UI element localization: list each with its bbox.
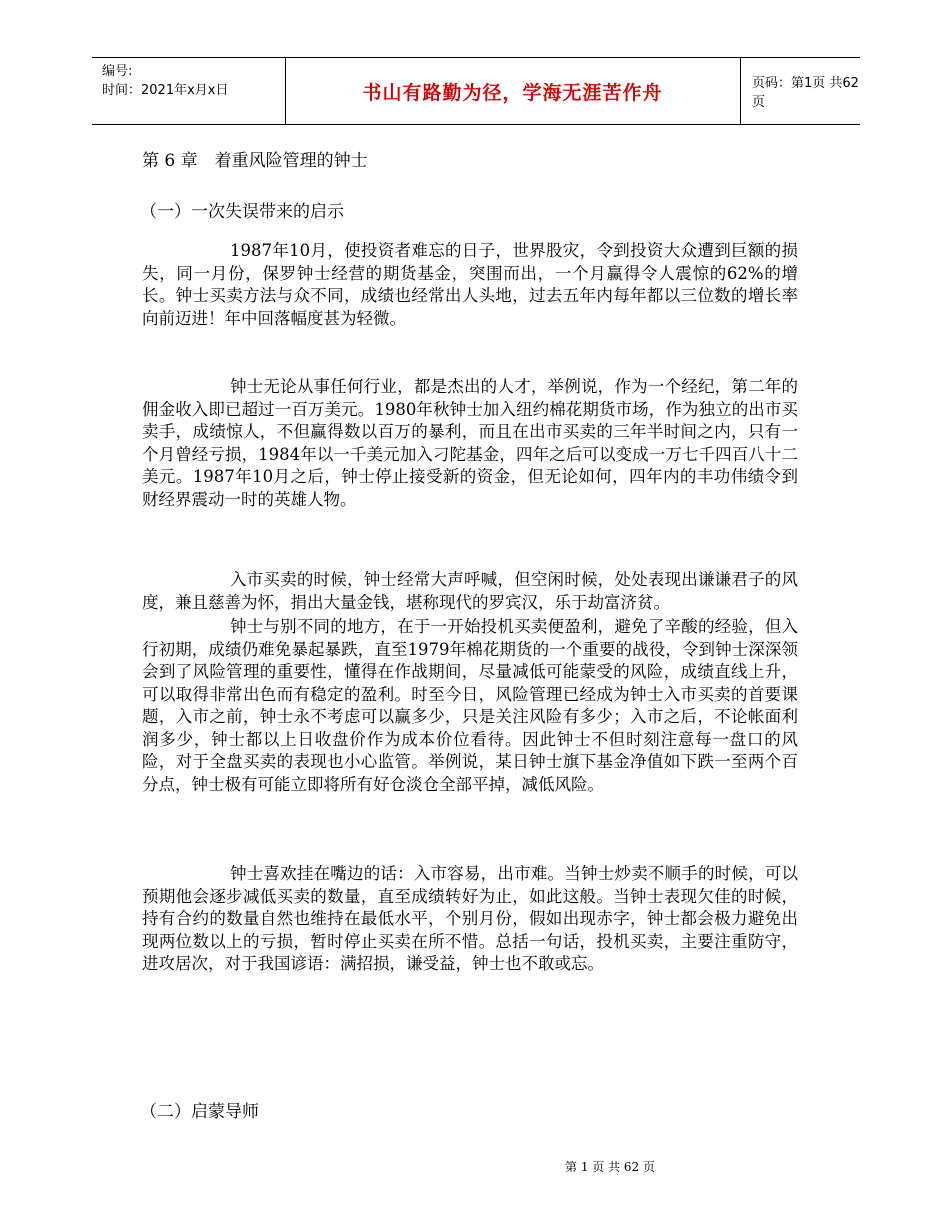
section-title-2: （二）启蒙导师	[140, 1102, 259, 1122]
document-time-label: 时间：2021年x月x日	[102, 83, 229, 98]
header-page-info: 页码：第1页 共62页	[752, 76, 859, 110]
paragraph-2: 钟士无论从事任何行业，都是杰出的人才，举例说，作为一个经纪，第二年的佣金收入即已超过一百万美元。1980年秋钟士加入纽约棉花期货市场，作为独立的出市买卖手，成绩惊人，不但赢得数以百万的暴利，而且在出市买卖的三年半时间之内，只有一个月曾经亏损，1984年以一千美元加入刁陀基金，四年之后可以变成一万七千四百八十二美元。1987年10月之后，钟士停止接受新的资金，但无论如何，四年内的丰功伟绩令到财经界震动一时的英雄人物。	[142, 377, 798, 509]
header-left	[102, 62, 228, 100]
paragraph-5: 钟士喜欢挂在嘴边的话：入市容易，出市难。当钟士炒卖不顺手的时候，可以预期他会逐步减低买卖的数量，直至成绩转好为止，如此这般。当钟士表现欠佳的时候，持有合约的数量自然也维持在最低水平，个别月份，假如出现赤字，钟士都会极力避免出现两位数以上的亏损，暂时停止买卖在所不惜。总括一句话，投机买卖，主要注重防守，进攻居次，对于我国谚语：满招损，谦受益，钟士也不敢或忘。	[142, 864, 798, 973]
header-motto: 书山有路勤为径，学海无涯苦作舟	[362, 81, 663, 104]
header-divider-right	[740, 58, 741, 124]
section-title-1: （一）一次失误带来的启示	[140, 202, 344, 222]
paragraph-4: 钟士与别不同的地方，在于一开始投机买卖便盈利，避免了辛酸的经验，但入行初期，成绩仍难免暴起暴跌，直至1979年棉花期货的一个重要的战役，令到钟士深深领会到了风险管理的重要性，懂得在作战期间，尽量减低可能蒙受的风险，成绩直线上升，可以取得非常出色而有稳定的盈利。时至今日，风险管理已经成为钟士入市买卖的首要课题，入市之前，钟士永不考虑可以赢多少，只是关注风险有多少；入市之后，不论帐面利润多少，钟士都以上日收盘价作为成本价位看待。因此钟士不但时刻注意每一盘口的风险，对于全盘买卖的表现也小心监管。举例说，某日钟士旗下基金净值如下跌一至两个百分点，钟士极有可能立即将所有好仓淡仓全部平掉，减低风险。	[142, 617, 798, 794]
document-number-label: 编号:	[102, 64, 133, 79]
page-footer: 第 1 页 共 62 页	[565, 1160, 655, 1174]
paragraph-1: 1987年10月，使投资者难忘的日子，世界股灾，令到投资大众遭到巨额的损失，同一月份，保罗钟士经营的期货基金，突围而出，一个月赢得令人震惊的62%的增长。钟士买卖方法与众不同，成绩也经常出人头地，过去五年内每年都以三位数的增长率向前迈进！年中回落幅度甚为轻微。	[142, 241, 798, 328]
page-header	[92, 57, 860, 125]
paragraph-3: 入市买卖的时候，钟士经常大声呼喊，但空闲时候，处处表现出谦谦君子的风度，兼且慈善为怀，捐出大量金钱，堪称现代的罗宾汉，乐于劫富济贫。	[142, 570, 798, 612]
chapter-title: 第 6 章 着重风险管理的钟士	[142, 151, 368, 171]
